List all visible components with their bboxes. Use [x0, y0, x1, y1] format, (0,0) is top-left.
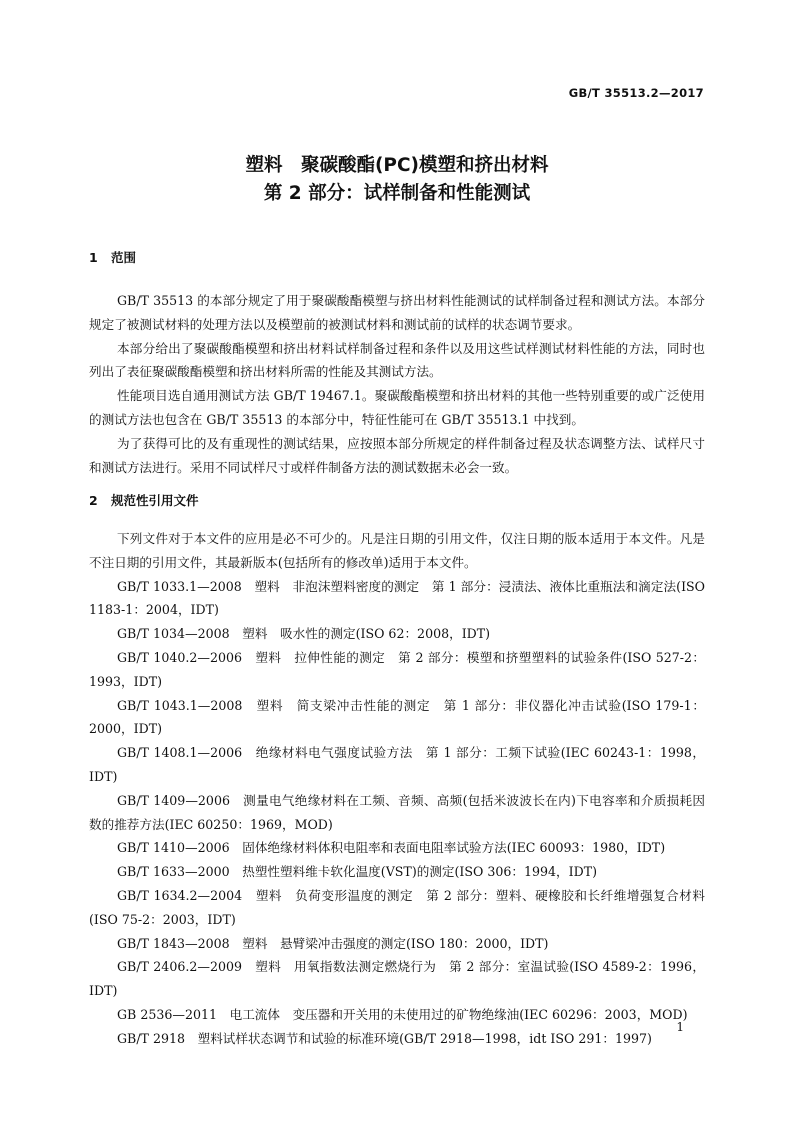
paragraph: 性能项目选自通用测试方法 GB/T 19467.1。聚碳酸酯模塑和挤出材料的其他一些特别重要的或广泛使用的测试方法也包含在 GB/T 35513 的本部分中，特征性能可在 GB/T 35513.1 中找到。: [89, 388, 705, 427]
reference-item: GB/T 2406.2—2009 塑料 用氧指数法测定燃烧行为 第 2 部分：室温试验(ISO 4589-2：1996，IDT): [89, 959, 705, 999]
reference-item: GB 2536—2011 电工流体 变压器和开关用的未使用过的矿物绝缘油(IEC 60296：2003，MOD): [117, 1006, 688, 1022]
section-number: 2: [89, 493, 98, 508]
paragraph: GB/T 35513 的本部分规定了用于聚碳酸酯模塑与挤出材料性能测试的试样制备过程和测试方法。本部分规定了被测试材料的处理方法以及模塑前的被测试材料和测试前的试样的状态调节要求。: [89, 293, 705, 332]
reference-item: GB/T 1633—2000 热塑性塑料维卡软化温度(VST)的测定(ISO 306：1994，IDT): [117, 864, 598, 880]
reference-item: GB/T 2918 塑料试样状态调节和试验的标准环境(GB/T 2918—1998，idt ISO 291：1997): [117, 1030, 652, 1046]
reference-item: GB/T 1843—2008 塑料 悬臂梁冲击强度的测定(ISO 180：2000，IDT): [117, 935, 549, 951]
page-number: 1: [676, 1020, 684, 1034]
section-number: 1: [89, 250, 98, 265]
document-title-line2: 第 2 部分：试样制备和性能测试: [263, 183, 531, 204]
reference-item: GB/T 1408.1—2006 绝缘材料电气强度试验方法 第 1 部分：工频下试验(IEC 60243-1：1998，IDT): [89, 745, 705, 784]
section-1-body: [89, 289, 705, 479]
paragraph: 为了获得可比的及有重现性的测试结果，应按照本部分所规定的样件制备过程及状态调整方法、试样尺寸和测试方法进行。采用不同试样尺寸或样件制备方法的测试数据未必会一致。: [89, 435, 705, 475]
section-title: 规范性引用文件: [111, 493, 199, 508]
paragraph: 本部分给出了聚碳酸酯模塑和挤出材料试样制备过程和条件以及用这些试样测试材料性能的方法，同时也列出了表征聚碳酸酯模塑和挤出材料所需的性能及其测试方法。: [89, 340, 705, 380]
section-2-body: [89, 527, 705, 1051]
reference-item: GB/T 1033.1—2008 塑料 非泡沫塑料密度的测定 第 1 部分：浸渍法、液体比重瓶法和滴定法(ISO 1183-1：2004，IDT): [89, 578, 705, 618]
reference-item: GB/T 1634.2—2004 塑料 负荷变形温度的测定 第 2 部分：塑料、硬橡胶和长纤维增强复合材料(ISO 75-2：2003，IDT): [89, 887, 705, 927]
section-1-heading: [89, 248, 136, 266]
section-2-heading: [89, 491, 199, 509]
standard-code: GB/T 35513.2—2017: [568, 86, 704, 100]
reference-item: GB/T 1034—2008 塑料 吸水性的测定(ISO 62：2008，IDT): [117, 626, 491, 642]
reference-item: GB/T 1043.1—2008 塑料 简支梁冲击性能的测定 第 1 部分：非仪器化冲击试验(ISO 179-1：2000，IDT): [89, 697, 705, 737]
document-title-line1: 塑料 聚碳酸酯(PC)模塑和挤出材料: [245, 155, 549, 176]
reference-item: GB/T 1409—2006 测量电气绝缘材料在工频、音频、高频(包括米波波长在内)下电容率和介质损耗因数的推荐方法(IEC 60250：1969，MOD): [89, 792, 705, 832]
reference-item: GB/T 1040.2—2006 塑料 拉伸性能的测定 第 2 部分：模塑和挤塑塑料的试验条件(ISO 527-2：1993，IDT): [89, 649, 705, 689]
paragraph: 下列文件对于本文件的应用是必不可少的。凡是注日期的引用文件，仅注日期的版本适用于本文件。凡是不注日期的引用文件，其最新版本(包括所有的修改单)适用于本文件。: [89, 531, 705, 570]
reference-item: GB/T 1410—2006 固体绝缘材料体积电阻率和表面电阻率试验方法(IEC 60093：1980，IDT): [117, 840, 666, 856]
section-title: 范围: [111, 250, 137, 265]
